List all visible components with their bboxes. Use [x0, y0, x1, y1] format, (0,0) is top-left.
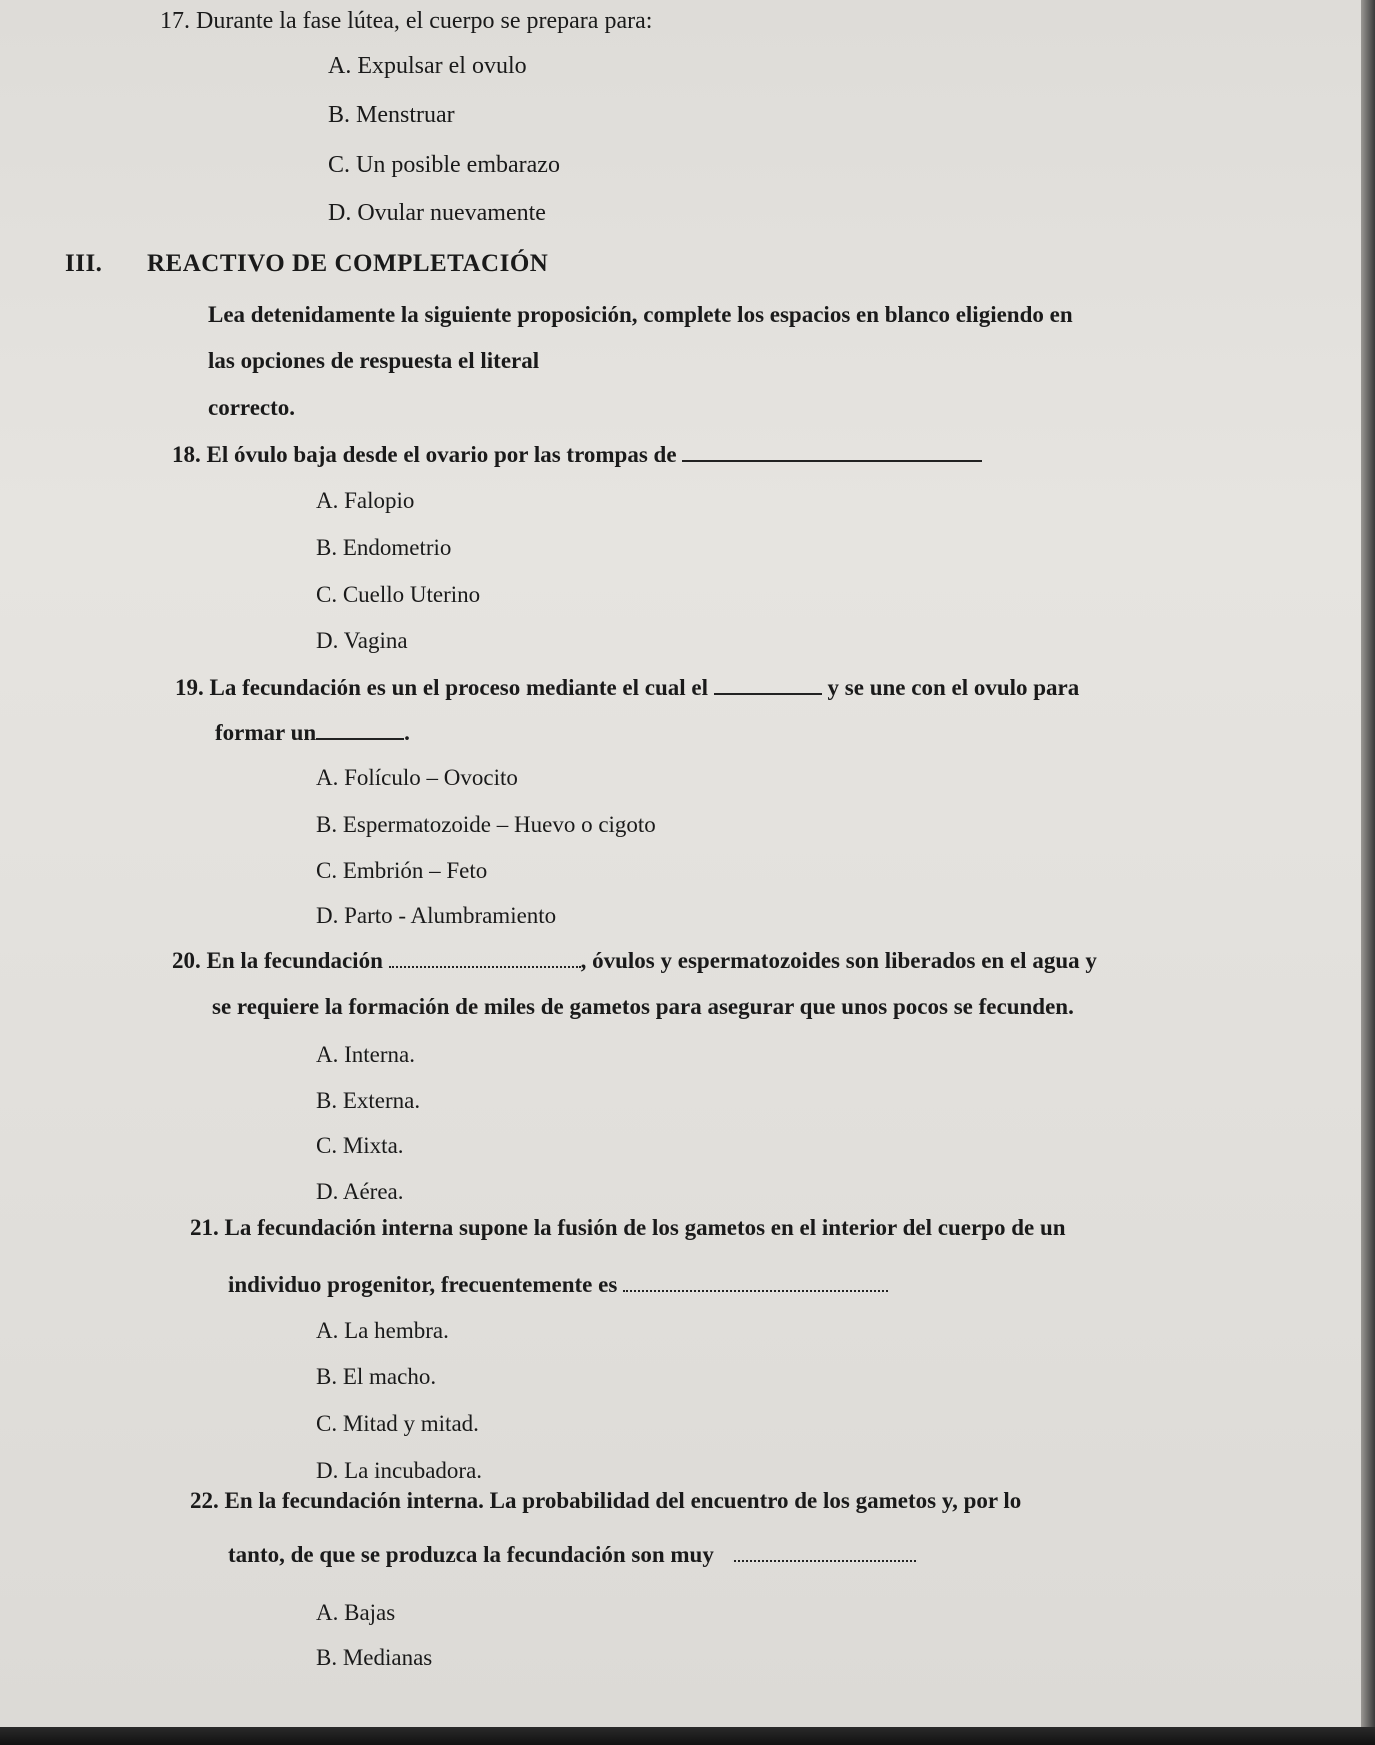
q19-answer-blank-2: [316, 738, 404, 740]
q17-stem: 17. Durante la fase lútea, el cuerpo se prepara para:: [160, 8, 653, 34]
q20-option-a: A. Interna.: [316, 1042, 415, 1067]
q18-stem-text: 18. El óvulo baja desde el ovario por las trompas de: [172, 442, 677, 467]
q19-stem-line-1: [175, 675, 1079, 701]
section-instructions-line-1: Lea detenidamente la siguiente proposición, complete los espacios en blanco eligiendo en: [208, 302, 1073, 327]
q19-stem-part-d: .: [404, 720, 410, 745]
q18-option-c: C. Cuello Uterino: [316, 582, 481, 607]
q17-option-a: A. Expulsar el ovulo: [328, 53, 527, 79]
q17-option-b: B. Menstruar: [328, 102, 455, 128]
section-instructions-line-2: las opciones de respuesta el literal: [208, 348, 540, 373]
q21-option-d: D. La incubadora.: [316, 1458, 483, 1483]
section-title: REACTIVO DE COMPLETACIÓN: [147, 250, 549, 277]
q20-stem-line-2: se requiere la formación de miles de gametos para asegurar que unos pocos se fecunden.: [212, 994, 1074, 1019]
q22-stem-line-2: [228, 1542, 916, 1568]
q19-option-b: B. Espermatozoide – Huevo o cigoto: [316, 812, 656, 837]
q17-option-d: D. Ovular nuevamente: [328, 200, 546, 226]
q22-stem-line-1: 22. En la fecundación interna. La probabilidad del encuentro de los gametos y, por lo: [190, 1488, 1022, 1513]
q17-option-c: C. Un posible embarazo: [328, 152, 560, 178]
q21-stem-line-1: 21. La fecundación interna supone la fusión de los gametos en el interior del cuerpo de un: [190, 1215, 1066, 1240]
q22-answer-blank: [734, 1560, 916, 1562]
q19-option-a: A. Folículo – Ovocito: [316, 765, 518, 790]
q18-stem: [172, 442, 982, 468]
q19-stem-part-c: formar un: [215, 720, 317, 745]
q21-option-a: A. La hembra.: [316, 1318, 449, 1343]
q20-stem-part-b: , óvulos y espermatozoides son liberados en el agua y: [580, 948, 1097, 973]
q19-option-c: C. Embrión – Feto: [316, 858, 488, 883]
q20-stem-part-a: 20. En la fecundación: [172, 948, 383, 973]
q18-option-d: D. Vagina: [316, 628, 408, 653]
section-instructions-line-3: correcto.: [208, 395, 296, 420]
page-right-edge-shadow: [1361, 0, 1375, 1745]
q21-option-b: B. El macho.: [316, 1364, 437, 1389]
q22-option-b: B. Medianas: [316, 1645, 433, 1670]
q18-option-b: B. Endometrio: [316, 535, 452, 560]
q20-option-d: D. Aérea.: [316, 1179, 404, 1204]
q19-answer-blank-1: [714, 693, 822, 695]
q22-stem-part-b: tanto, de que se produzca la fecundación son muy: [228, 1542, 714, 1567]
q21-stem-part-b: individuo progenitor, frecuentemente es: [228, 1272, 618, 1297]
q20-answer-blank: [389, 966, 581, 968]
q21-answer-blank: [623, 1290, 888, 1292]
section-number: III.: [65, 250, 103, 277]
q20-option-b: B. Externa.: [316, 1088, 421, 1113]
q19-stem-line-2: [215, 720, 410, 746]
page-bottom-edge-shadow: [0, 1727, 1375, 1745]
q21-option-c: C. Mitad y mitad.: [316, 1411, 479, 1436]
q20-stem-line-1: [172, 948, 1097, 974]
q19-stem-part-a: 19. La fecundación es un el proceso mediante el cual el: [175, 675, 709, 700]
q20-option-c: C. Mixta.: [316, 1133, 404, 1158]
q22-option-a: A. Bajas: [316, 1600, 396, 1625]
q18-answer-blank: [682, 460, 982, 462]
q19-stem-part-b: y se une con el ovulo para: [827, 675, 1080, 700]
q21-stem-line-2: [228, 1272, 888, 1298]
q18-option-a: A. Falopio: [316, 488, 415, 513]
q19-option-d: D. Parto - Alumbramiento: [316, 903, 557, 928]
